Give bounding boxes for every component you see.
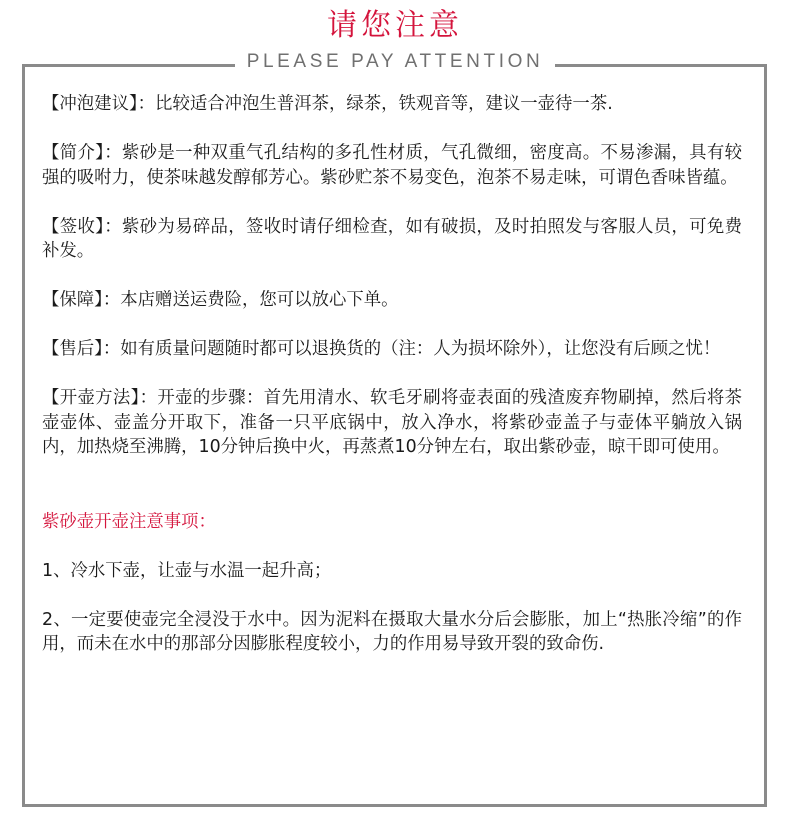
section-label: 【售后】 [42,339,103,359]
section-label: 【简介】 [42,143,105,163]
section-label: 【冲泡建议】 [42,94,138,114]
section-guarantee [42,288,742,313]
section-text: ：紫砂是一种双重气孔结构的多孔性材质，气孔微细，密度高。不易渗漏，具有较强的吸咐力，使茶味越发醇郁芳心。紫砂贮茶不易变色，泡茶不易走味，可谓色香味皆蕴。 [42,143,742,188]
page-subtitle: PLEASE PAY ATTENTION [235,50,556,74]
section-text: ：紫砂为易碎品，签收时请仔细检查，如有破损，及时拍照发与客服人员，可免费补发。 [42,216,742,261]
section-text: ：本店赠送运费险，您可以放心下单。 [102,290,399,310]
section-label: 【保障】 [42,290,103,310]
section-label: 【开壶方法】 [42,388,140,408]
section-brewing-advice [42,92,742,117]
note-item-2: 2、一定要使壶完全浸没于水中。因为泥料在摄取大量水分后会膨胀，加上“热胀冷缩”的作用，而未在水中的那部分因膨胀程度较小，力的作用易导致开裂的致命伤. [42,609,742,654]
section-opening-method [42,386,742,460]
section-text: ：开壶的步骤：首先用清水、软毛牙刷将壶表面的残渣废弃物刷掉，然后将茶壶壶体、壶盖分开取下，准备一只平底锅中，放入净水，将紫砂壶盖子与壶体平躺放入锅内，加热烧至沸腾，10分钟后换中火，再蒸煮10分钟左右，取出紫砂壶，晾干即可使用。 [42,388,742,457]
section-text: ：比较适合冲泡生普洱茶，绿茶，铁观音等，建议一壶待一茶. [137,94,613,114]
notes-title: 紫砂壶开壶注意事项： [42,511,216,532]
note-item-1: 1、冷水下壶，让壶与水温一起升高； [42,560,332,581]
subtitle-bar [0,50,790,74]
section-after-sales [42,337,742,362]
section-receipt [42,215,742,264]
section-introduction [42,141,742,190]
notice-content [42,92,742,681]
page-title: 请您注意 [327,8,463,43]
section-text: ：如有质量问题随时都可以退换货的（注：人为损坏除外），让您没有后顾之忧！ [102,339,721,359]
section-label: 【签收】 [42,216,105,237]
